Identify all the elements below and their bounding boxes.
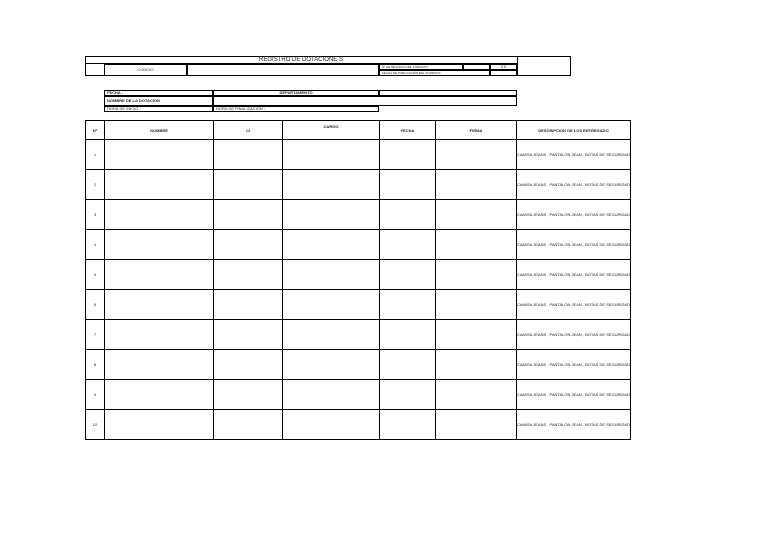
nombre-cell[interactable] (105, 380, 214, 410)
table-row (86, 290, 631, 320)
dotacion-table (85, 120, 631, 440)
cargo-cell[interactable] (283, 170, 380, 200)
firma-cell[interactable] (436, 290, 517, 320)
code-label: CODIGO (104, 64, 187, 76)
fecha-cell[interactable] (380, 350, 436, 380)
publication-field[interactable] (490, 70, 517, 76)
fecha-cell[interactable] (380, 200, 436, 230)
firma-cell[interactable] (436, 380, 517, 410)
fecha-cell[interactable] (380, 290, 436, 320)
table-row (86, 170, 631, 200)
publication-label: FECHA DE PUBLICACIÓN DEL FORMATO: (379, 70, 490, 76)
row-number: 5 (86, 260, 105, 290)
firma-cell[interactable] (436, 170, 517, 200)
ci-cell[interactable] (214, 410, 283, 440)
table-row (86, 380, 631, 410)
cargo-cell[interactable] (283, 260, 380, 290)
row-number: 9 (86, 380, 105, 410)
fecha-cell[interactable] (380, 380, 436, 410)
departamento-label: DEPARTAMENTO (213, 90, 379, 96)
descripcion-cell: CAMISA JEANS , PANTALON JEAN , BOTAS DE SEGURIDAD (517, 170, 631, 200)
col-header-descripcion: DESCRIPCION DE LOS ENTREGADO (517, 121, 631, 140)
table-header-row (86, 121, 631, 140)
cargo-cell[interactable] (283, 410, 380, 440)
row-number: 3 (86, 200, 105, 230)
fecha-cell[interactable] (380, 320, 436, 350)
fecha-cell[interactable] (380, 410, 436, 440)
ci-cell[interactable] (214, 290, 283, 320)
col-header-firma: FIRMA (436, 121, 517, 140)
revision-value: 0 0 (490, 64, 517, 70)
hora-fin-label: HORA DE FINALIZACION : (213, 106, 379, 112)
ci-cell[interactable] (214, 350, 283, 380)
descripcion-cell: CAMISA JEANS , PANTALON JEAN , BOTAS DE SEGURIDAD (517, 230, 631, 260)
nombre-cell[interactable] (105, 290, 214, 320)
fecha-label: FECHA : (104, 90, 213, 96)
row-number: 6 (86, 290, 105, 320)
nombre-dotacion-field[interactable] (213, 96, 517, 106)
ci-cell[interactable] (214, 230, 283, 260)
descripcion-cell: CAMISA JEANS , PANTALON JEAN , BOTAS DE SEGURIDAD (517, 350, 631, 380)
ci-cell[interactable] (214, 200, 283, 230)
row-number: 7 (86, 320, 105, 350)
ci-cell[interactable] (214, 260, 283, 290)
table-row (86, 260, 631, 290)
row-number: 8 (86, 350, 105, 380)
firma-cell[interactable] (436, 140, 517, 170)
nombre-cell[interactable] (105, 230, 214, 260)
nombre-cell[interactable] (105, 350, 214, 380)
fecha-cell[interactable] (380, 260, 436, 290)
code-value-field[interactable] (187, 64, 379, 76)
col-header-cargo: CARGO (283, 121, 380, 140)
nombre-cell[interactable] (105, 260, 214, 290)
cargo-cell[interactable] (283, 200, 380, 230)
nombre-dotacion-label: NOMBRE DE LA DOTACION (104, 96, 213, 106)
table-row (86, 200, 631, 230)
descripcion-cell: CAMISA JEANS , PANTALON JEAN , BOTAS DE SEGURIDAD (517, 410, 631, 440)
nombre-cell[interactable] (105, 200, 214, 230)
col-header-ci: CI (214, 121, 283, 140)
descripcion-cell: CAMISA JEANS , PANTALON JEAN , BOTAS DE SEGURIDAD (517, 140, 631, 170)
logo-box (517, 56, 571, 76)
row-number: 4 (86, 230, 105, 260)
nombre-cell[interactable] (105, 410, 214, 440)
cargo-cell[interactable] (283, 350, 380, 380)
revision-label: N° DE REVISION DEL FORMATO: (379, 64, 463, 70)
col-header-fecha: FECHA (380, 121, 436, 140)
firma-cell[interactable] (436, 260, 517, 290)
cargo-cell[interactable] (283, 140, 380, 170)
fecha-cell[interactable] (380, 140, 436, 170)
descripcion-cell: CAMISA JEANS , PANTALON JEAN , BOTAS DE SEGURIDAD (517, 200, 631, 230)
ci-cell[interactable] (214, 380, 283, 410)
firma-cell[interactable] (436, 350, 517, 380)
firma-cell[interactable] (436, 230, 517, 260)
cargo-cell[interactable] (283, 290, 380, 320)
descripcion-cell: CAMISA JEANS , PANTALON JEAN , BOTAS DE SEGURIDAD (517, 260, 631, 290)
cargo-cell[interactable] (283, 380, 380, 410)
hora-inicio-label: HORA DE INICIO : (104, 106, 213, 112)
col-header-nombre: NOMBRE (105, 121, 214, 140)
ci-cell[interactable] (214, 170, 283, 200)
ci-cell[interactable] (214, 140, 283, 170)
cargo-cell[interactable] (283, 320, 380, 350)
row-number: 1 (86, 140, 105, 170)
nombre-cell[interactable] (105, 170, 214, 200)
table-row (86, 140, 631, 170)
firma-cell[interactable] (436, 200, 517, 230)
row-number: 10 (86, 410, 105, 440)
fecha-cell[interactable] (380, 230, 436, 260)
descripcion-cell: CAMISA JEANS , PANTALON JEAN , BOTAS DE SEGURIDAD (517, 290, 631, 320)
col-header-num: Nº (86, 121, 105, 140)
cargo-cell[interactable] (283, 230, 380, 260)
nombre-cell[interactable] (105, 140, 214, 170)
fecha-cell[interactable] (380, 170, 436, 200)
ci-cell[interactable] (214, 320, 283, 350)
nombre-cell[interactable] (105, 320, 214, 350)
row-number: 2 (86, 170, 105, 200)
table-row (86, 410, 631, 440)
table-row (86, 350, 631, 380)
firma-cell[interactable] (436, 410, 517, 440)
table-row (86, 320, 631, 350)
form-title: REGISTRO DE DOTACIONE S (85, 56, 517, 64)
firma-cell[interactable] (436, 320, 517, 350)
table-row (86, 230, 631, 260)
descripcion-cell: CAMISA JEANS , PANTALON JEAN , BOTAS DE SEGURIDAD (517, 380, 631, 410)
descripcion-cell: CAMISA JEANS , PANTALON JEAN , BOTAS DE SEGURIDAD (517, 320, 631, 350)
